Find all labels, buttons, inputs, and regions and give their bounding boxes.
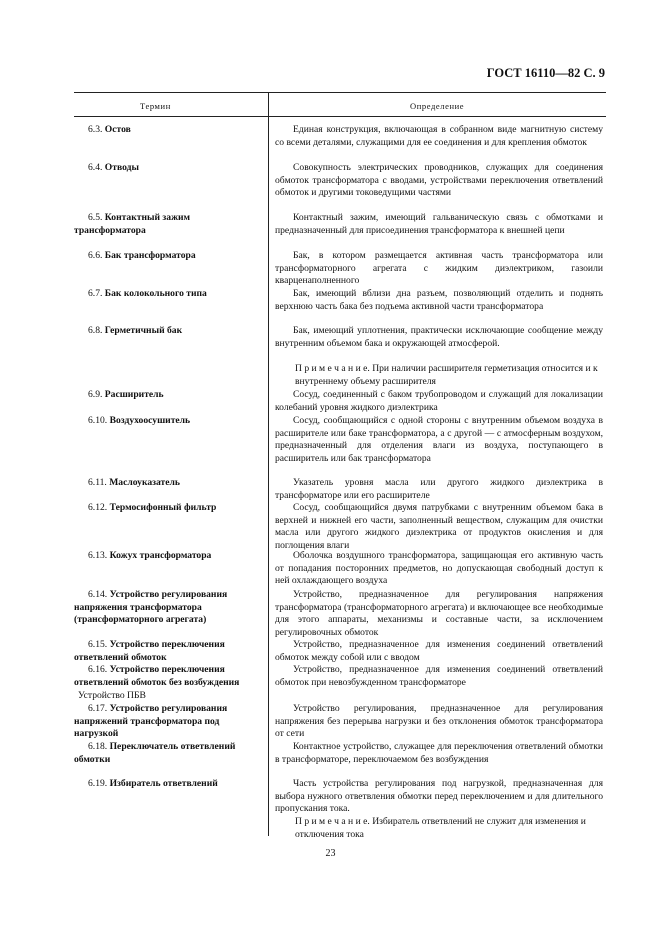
header-bottom-rule bbox=[74, 116, 606, 117]
page-number: 23 bbox=[325, 848, 336, 859]
table-top-rule bbox=[74, 92, 606, 93]
term-6-18: 6.18. Переключатель ответвлений обмотки bbox=[74, 741, 236, 765]
definition-6-10: Сосуд, сообщающийся с одной стороны с внутренним объемом воздуха в расширителе или баке трансформатора, а с другой — с атмосферным воздухом, предназначенный для отделения влаги из воздуха, поступающего в расширитель или бак трансформатора bbox=[275, 415, 603, 464]
term-6-6: 6.6. Бак трансформатора bbox=[88, 250, 196, 261]
definition-6-9: Сосуд, соединенный с баком трубопроводом и служащий для локализации колебаний уровня жидкого диэлектрика bbox=[275, 389, 603, 413]
term-6-14: 6.14. Устройство регулирования напряжения трансформатора (трансформаторного агрегата) bbox=[74, 589, 228, 626]
column-divider bbox=[268, 92, 269, 836]
term-6-3: 6.3. Остов bbox=[88, 124, 131, 135]
definition-6-16: Устройство, предназначенное для изменения соединений ответвлений обмоток при невозбужденном трансформаторе bbox=[275, 664, 603, 688]
term-6-8: 6.8. Герметичный бак bbox=[88, 325, 183, 336]
page-header: ГОСТ 16110—82 С. 9 bbox=[486, 66, 605, 80]
definition-6-11: Указатель уровня масла или другого жидкого диэлектрика в трансформаторе или его расширителе bbox=[275, 477, 603, 501]
definition-6-3: Единая конструкция, включающая в собранном виде магнитную систему со всеми деталями, служащими для ее соединения и для крепления обмоток bbox=[275, 124, 603, 148]
definition-6-18: Контактное устройство, служащее для переключения ответвлений обмотки в трансформаторе, переключаемом без возбуждения bbox=[275, 741, 603, 765]
term-6-16-alias: Устройство ПБВ bbox=[78, 690, 146, 701]
column-header-definition: Определение bbox=[410, 101, 465, 111]
term-6-10: 6.10. Воздухоосушитель bbox=[88, 415, 191, 426]
term-6-9: 6.9. Расширитель bbox=[88, 389, 164, 400]
term-6-4: 6.4. Отводы bbox=[88, 162, 139, 173]
definition-6-17: Устройство регулирования, предназначенное для регулирования напряжения без перерыва нагрузки и без отклонения обмоток трансформатора от сети bbox=[275, 703, 603, 740]
definition-6-12: Сосуд, сообщающийся двумя патрубками с внутренним объемом бака в верхней и нижней его части, заполненный веществом, служащим для очистки масла или другого жидкого диэлектрика от продуктов окисления и для поглощения влаги bbox=[275, 502, 603, 551]
definition-6-8: Бак, имеющий уплотнения, практически исключающие сообщение между внутренним объемом бака и окружающей атмосферой. bbox=[275, 325, 603, 349]
term-6-17: 6.17. Устройство регулирования напряжений трансформатора под нагрузкой bbox=[74, 703, 228, 740]
term-6-7: 6.7. Бак колокольного типа bbox=[88, 288, 207, 299]
definition-6-7: Бак, имеющий вблизи дна разъем, позволяющий отделить и поднять верхнюю часть бака без подъема активной части трансформатора bbox=[275, 288, 603, 312]
term-6-13: 6.13. Кожух трансформатора bbox=[88, 550, 212, 561]
definition-6-5: Контактный зажим, имеющий гальваническую связь с обмотками и предназначенный для присоединения трансформатора к внешней цепи bbox=[275, 212, 603, 236]
definition-6-14: Устройство, предназначенное для регулирования напряжения трансформатора (трансформаторного агрегата) и включающее все необходимые для этого аппараты, механизмы и составные части, за исключением регулировочных обмоток bbox=[275, 589, 603, 638]
note-6-8: П р и м е ч а н и е. При наличии расширителя герметизация относится и к внутреннему объему расширителя bbox=[295, 363, 598, 387]
term-6-16: 6.16. Устройство переключения ответвлений обмоток без возбуждения bbox=[74, 664, 240, 688]
note-6-19: П р и м е ч а н и е. Избиратель ответвлений не служит для изменения и отключения тока bbox=[295, 816, 586, 840]
term-6-15: 6.15. Устройство переключения ответвлений обмоток bbox=[74, 639, 225, 663]
term-6-19: 6.19. Избиратель ответвлений bbox=[88, 778, 218, 789]
term-6-12: 6.12. Термосифонный фильтр bbox=[88, 502, 217, 513]
column-header-term: Термин bbox=[140, 101, 171, 111]
definition-6-13: Оболочка воздушного трансформатора, защищающая его активную часть от попадания посторонних предметов, но допускающая свободный доступ к ней охлаждающего воздуха bbox=[275, 550, 603, 587]
definition-6-4: Совокупность электрических проводников, служащих для соединения обмоток трансформатора с вводами, устройствами переключения ответвлений обмоток и другими токоведущими частями bbox=[275, 162, 603, 199]
definition-6-6: Бак, в котором размещается активная часть трансформатора или трансформаторного агрегата с жидким диэлектриком, газоили кварценаполненного bbox=[275, 250, 603, 287]
term-6-11: 6.11. Маслоуказатель bbox=[88, 477, 180, 488]
definition-6-19: Часть устройства регулирования под нагрузкой, предназначенная для выбора нужного ответвления обмотки перед переключением и для длительного пропускания тока. bbox=[275, 778, 603, 815]
definition-6-15: Устройство, предназначенное для изменения соединений ответвлений обмоток между собой или с вводом bbox=[275, 639, 603, 663]
term-6-5: 6.5. Контактный зажим трансформатора bbox=[74, 212, 191, 236]
